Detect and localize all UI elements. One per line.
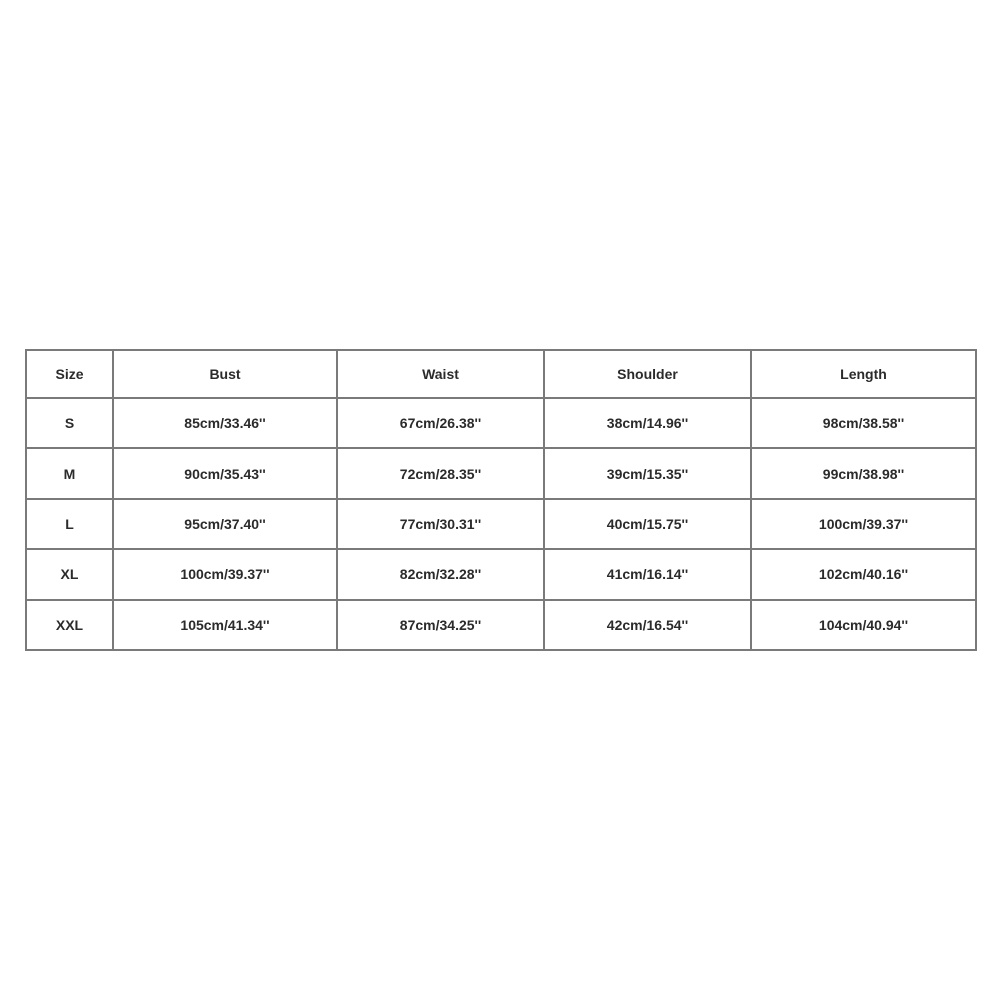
cell-length: 100cm/39.37'' xyxy=(751,499,976,549)
cell-bust: 95cm/37.40'' xyxy=(113,499,337,549)
cell-length: 99cm/38.98'' xyxy=(751,448,976,498)
cell-bust: 85cm/33.46'' xyxy=(113,398,337,448)
cell-length: 102cm/40.16'' xyxy=(751,549,976,599)
header-waist: Waist xyxy=(337,350,544,398)
cell-length: 104cm/40.94'' xyxy=(751,600,976,650)
cell-waist: 67cm/26.38'' xyxy=(337,398,544,448)
cell-shoulder: 41cm/16.14'' xyxy=(544,549,751,599)
header-size: Size xyxy=(26,350,113,398)
cell-shoulder: 39cm/15.35'' xyxy=(544,448,751,498)
cell-size: XL xyxy=(26,549,113,599)
cell-waist: 77cm/30.31'' xyxy=(337,499,544,549)
cell-bust: 90cm/35.43'' xyxy=(113,448,337,498)
cell-waist: 72cm/28.35'' xyxy=(337,448,544,498)
cell-waist: 87cm/34.25'' xyxy=(337,600,544,650)
table-row xyxy=(26,448,976,498)
cell-size: XXL xyxy=(26,600,113,650)
header-bust: Bust xyxy=(113,350,337,398)
cell-shoulder: 42cm/16.54'' xyxy=(544,600,751,650)
cell-shoulder: 40cm/15.75'' xyxy=(544,499,751,549)
table-row xyxy=(26,398,976,448)
cell-size: L xyxy=(26,499,113,549)
header-row xyxy=(26,350,976,398)
cell-size: S xyxy=(26,398,113,448)
header-length: Length xyxy=(751,350,976,398)
cell-length: 98cm/38.58'' xyxy=(751,398,976,448)
cell-waist: 82cm/32.28'' xyxy=(337,549,544,599)
table-row xyxy=(26,549,976,599)
cell-bust: 105cm/41.34'' xyxy=(113,600,337,650)
header-shoulder: Shoulder xyxy=(544,350,751,398)
cell-shoulder: 38cm/14.96'' xyxy=(544,398,751,448)
cell-size: M xyxy=(26,448,113,498)
cell-bust: 100cm/39.37'' xyxy=(113,549,337,599)
table-row xyxy=(26,499,976,549)
table-row xyxy=(26,600,976,650)
size-chart-table xyxy=(25,349,977,651)
